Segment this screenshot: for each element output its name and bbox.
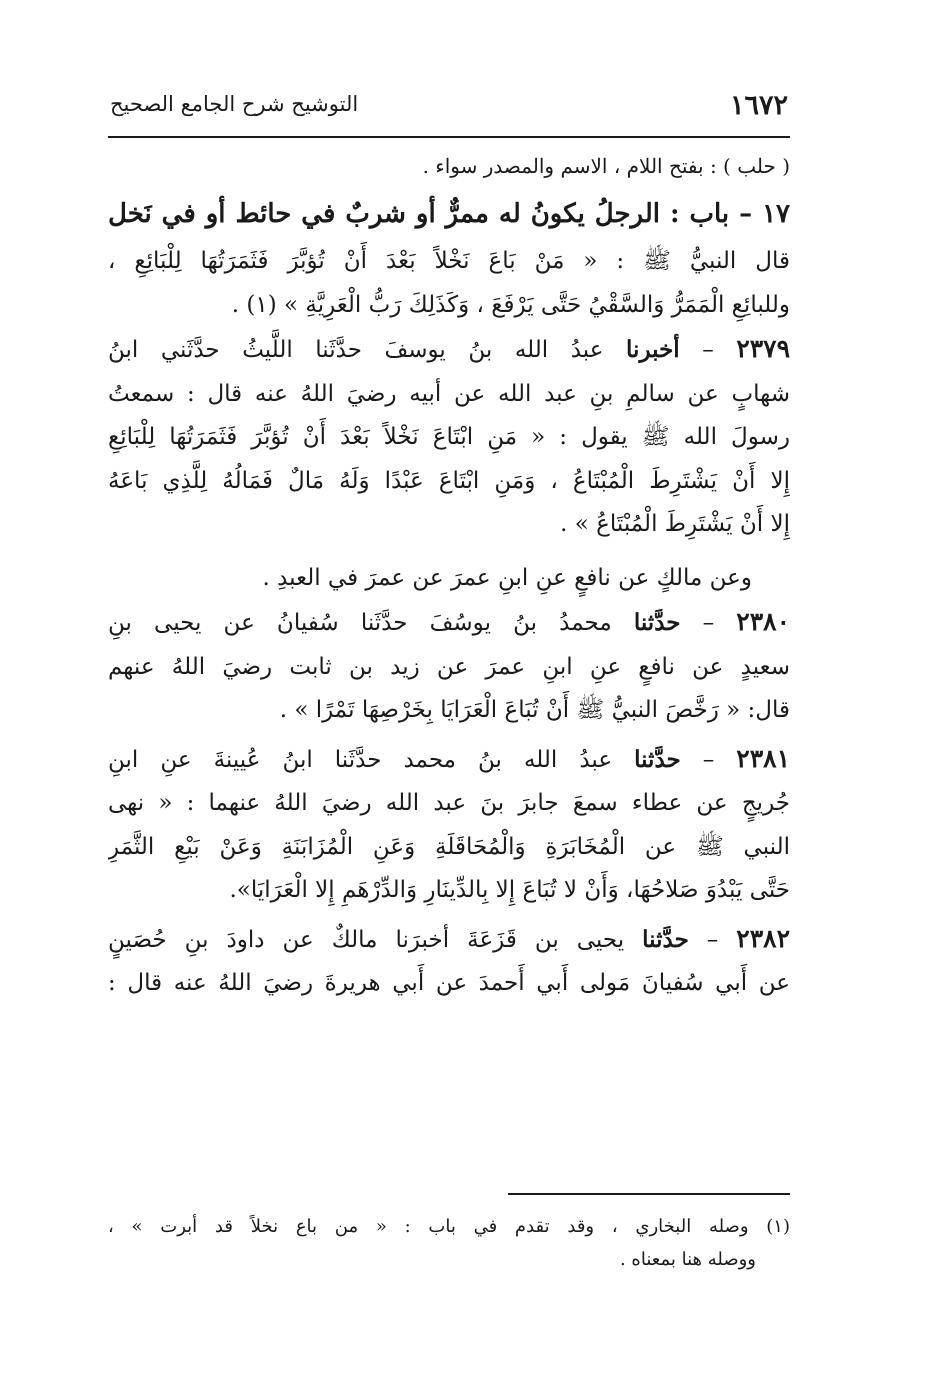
hadith-first-line: ٢٣٨١ – حدَّثنا عبدُ الله بنُ محمد حدَّثَنا ابنُ عُيينةَ عنِ ابنِ	[108, 743, 790, 773]
book-page	[108, 80, 790, 1310]
hadith-line: النبي ﷺ عن الْمُخَابَرَةِ وَالْمُحَاقَلَةِ وَعَنِ الْمُزَابَنَةِ وَعَنْ بَيْعِ الثَّمَرِ	[108, 833, 790, 860]
hadith-line: إِلا أَنْ يَشْتَرِطَ الْمُبْتَاعُ » .	[560, 511, 790, 537]
hadith-verb: حدَّثنا	[642, 925, 689, 953]
page-header	[108, 80, 790, 138]
hadith-line: رسولَ الله ﷺ يقول : « مَنِ ابْتَاعَ نَخْلاً بَعْدَ أَنْ تُؤبَّرَ فَثَمَرَتُهَا لِلْبَائِعِ	[108, 424, 790, 450]
footnote-line: ووصله هنا بمعناه .	[619, 1249, 756, 1270]
hadith-line: جُريجٍ عن عطاء سمعَ جابرَ بنَ عبد الله رضيَ اللهُ عنهما : « نهى	[108, 790, 790, 816]
hadith-first-line: ٢٣٧٩ – أخبرنا عبدُ الله بنُ يوسفَ حدَّثَنا اللَّيثُ حدَّثَني ابنُ	[108, 334, 790, 363]
hadith-first-line: ٢٣٨٢ – حدَّثنا يحيى بن قَزَعَةَ أخبرَنا مالكٌ عن داودَ بنِ حُصَينٍ	[108, 923, 790, 953]
footnote-line: (١) وصله البخاري ، وقد تقدم في باب : « من باع نخلاً قد أبرت » ،	[108, 1216, 790, 1237]
hadith-2382	[108, 917, 790, 1006]
hadith-number: ٢٣٧٩	[736, 334, 790, 363]
hadith-line: قال: « رَخَّصَ النبيُّ ﷺ أَنْ تُبَاعَ الْعَرَايَا بِخَرْصِهَا تَمْرًا » .	[279, 697, 790, 723]
intro-note: ( حلب ) : بفتح اللام ، الاسم والمصدر سواء .	[422, 154, 790, 178]
hadith-2379	[108, 327, 790, 547]
hadith-line: عن أَبي سُفيانَ مَولى أَبي أَحمدَ عن أَبي هريرةَ رضيَ اللهُ عنه قال :	[108, 970, 790, 996]
chapter-text	[108, 240, 790, 327]
page-number: ١٦٧٢	[729, 90, 788, 121]
hadith-2379-addendum	[108, 557, 790, 601]
footnote-separator	[508, 1193, 790, 1195]
chapter-title: ١٧ – باب : الرجلُ يكونُ له ممرٌّ أو شربٌ في حائط أو في نَخل	[108, 199, 790, 229]
hadith-2381	[108, 737, 790, 913]
hadith-number: ٢٣٨٠	[736, 607, 790, 636]
page-content	[108, 146, 790, 1006]
hadith-line: عبدُ الله بنُ محمد حدَّثَنا ابنُ عُيينةَ عنِ ابنِ	[108, 746, 613, 773]
hadith-line: وعن مالكٍ عن نافعٍ عنِ ابنِ عمرَ عن عمرَ في العبدِ .	[262, 564, 752, 591]
hadith-line: محمدُ بنُ يوسُفَ حدَّثَنا سُفيانُ عن يحيى بنِ	[108, 610, 612, 636]
hadith-line: يحيى بن قَزَعَةَ أخبرَنا مالكٌ عن داودَ بنِ حُصَينٍ	[108, 926, 625, 953]
hadith-line: سعيدٍ عن نافعٍ عنِ ابنِ عمرَ عن زيد بن ثابت رضيَ اللهُ عنهم	[108, 653, 790, 680]
hadith-line: حَتَّى يَبْدُوَ صَلاحُهَا، وَأَنْ لا تُبَاعَ إِلا بِالدِّينَارِ وَالدِّرْهَمِ إِلا الْعَرَايَا».	[229, 877, 790, 903]
hadith-number: ٢٣٨٢	[736, 923, 790, 953]
chapter-text-line: وللبائِعِ الْمَمَرُّ وَالسَّقْيُ حَتَّى يَرْفَعَ ، وَكَذَلِكَ رَبُّ الْعَرِيَّةِ » (١) .	[231, 291, 790, 318]
chapter-text-line: قال النبيُّ ﷺ : « مَنْ بَاعَ نَخْلاً بَعْدَ أَنْ تُؤبَّرَ فَثَمَرَتُهَا لِلْبَائِعِ ،	[108, 248, 790, 274]
hadith-verb: حدَّثنا	[633, 609, 681, 636]
hadith-verb: حدَّثنا	[634, 745, 681, 773]
running-title: التوشيح شرح الجامع الصحيح	[110, 92, 359, 116]
hadith-2380	[108, 600, 790, 733]
hadith-line: إِلا أَنْ يَشْتَرِطَ الْمُبْتَاعُ ، وَمَنِ ابْتَاعَ عَبْدًا وَلَهُ مَالٌ فَمَالُهُ لِلَّذِي بَاعَهُ	[108, 467, 790, 494]
hadith-number: ٢٣٨١	[736, 743, 790, 773]
hadith-line: عبدُ الله بنُ يوسفَ حدَّثَنا اللَّيثُ حدَّثَني ابنُ	[108, 337, 604, 363]
hadith-verb: أخبرنا	[626, 336, 680, 363]
hadith-first-line: ٢٣٨٠ – حدَّثنا محمدُ بنُ يوسُفَ حدَّثَنا سُفيانُ عن يحيى بنِ	[108, 607, 790, 636]
footnotes	[108, 1210, 790, 1276]
hadith-line: شهابٍ عن سالمِ بنِ عبد الله عن أبيه رضيَ اللهُ عنه قال : سمعتُ	[108, 380, 790, 407]
